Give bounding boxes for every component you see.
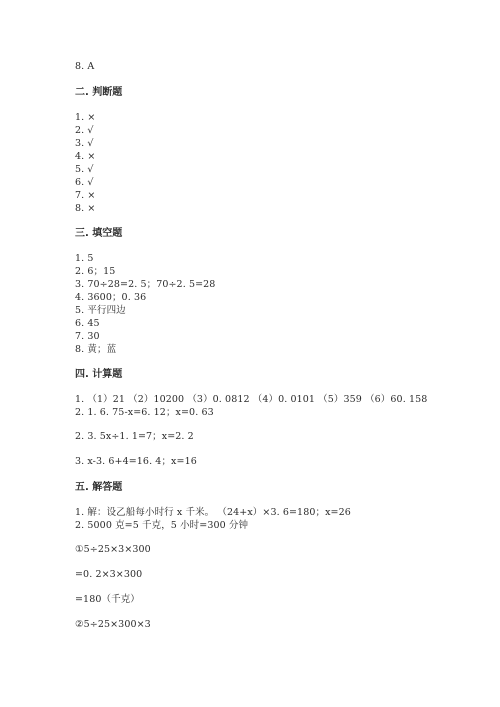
judgment-item: 7. ×: [75, 190, 96, 201]
answers-heading: 五. 解答题: [75, 482, 123, 493]
judgment-heading: 二. 判断题: [75, 87, 123, 98]
calculation-item: 3. x-3. 6+4=16. 4；x=16: [75, 456, 197, 467]
answer-item: ②5÷25×300×3: [75, 619, 151, 630]
judgment-item: 6. √: [75, 177, 94, 188]
judgment-item: 8. ×: [75, 203, 96, 214]
answer-item: 2. 5000 克=5 千克，5 小时=300 分钟: [75, 520, 249, 531]
judgment-item: 4. ×: [75, 151, 96, 162]
calculation-item: 1. （1）21 （2）10200 （3）0. 0812 （4）0. 0101 （5）359 （6）60. 158: [75, 394, 428, 405]
fill-blank-heading: 三. 填空题: [75, 228, 123, 239]
calculation-item: 2. 1. 6. 75-x=6. 12；x=0. 63: [75, 407, 214, 418]
judgment-item: 1. ×: [75, 112, 96, 123]
fill-blank-item: 6. 45: [75, 318, 100, 329]
answer-item: ①5÷25×3×300: [75, 544, 151, 555]
intro-answer-line: 8. A: [75, 61, 95, 72]
fill-blank-item: 1. 5: [75, 253, 94, 264]
fill-blank-item: 8. 黄；蓝: [75, 344, 117, 355]
fill-blank-item: 3. 70÷28=2. 5；70÷2. 5=28: [75, 279, 216, 290]
answer-item: =180（千克）: [75, 594, 140, 605]
fill-blank-item: 2. 6；15: [75, 266, 116, 277]
judgment-item: 2. √: [75, 125, 94, 136]
judgment-item: 3. √: [75, 138, 94, 149]
answer-item: 1. 解：设乙船每小时行 x 千米。 （24+x）×3. 6=180；x=26: [75, 507, 351, 518]
answer-item: =0. 2×3×300: [75, 569, 143, 580]
fill-blank-item: 5. 平行四边: [75, 305, 126, 316]
fill-blank-item: 7. 30: [75, 331, 100, 342]
calculation-heading: 四. 计算题: [75, 369, 123, 380]
fill-blank-item: 4. 3600；0. 36: [75, 292, 147, 303]
judgment-item: 5. √: [75, 164, 94, 175]
calculation-item: 2. 3. 5x÷1. 1=7；x=2. 2: [75, 431, 194, 442]
